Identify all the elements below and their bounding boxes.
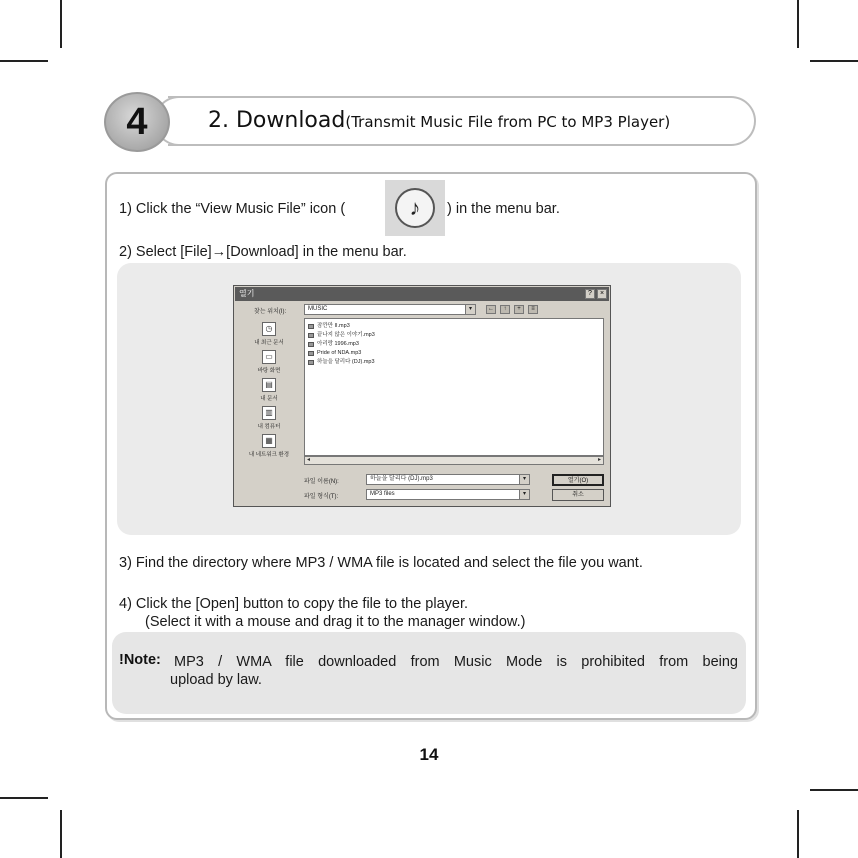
- crop-mark: [810, 789, 858, 791]
- step-1-suffix: ) in the menu bar.: [447, 201, 560, 217]
- note-label: !Note:: [119, 652, 161, 668]
- crop-mark: [797, 0, 799, 48]
- step-4: 4) Click the [Open] button to copy the file to the player.: [119, 596, 469, 612]
- place-network[interactable]: ▦ 내 네트워크 환경: [248, 436, 290, 458]
- dialog-title: 열기: [239, 289, 255, 298]
- close-button[interactable]: ×: [597, 289, 607, 299]
- filetype-select[interactable]: [366, 489, 530, 500]
- crop-mark: [797, 810, 799, 858]
- note-text: MP3 / WMA file downloaded from Music Mode is prohibited from being: [174, 654, 738, 670]
- place-recent[interactable]: ◷ 내 최근 문서: [254, 324, 284, 346]
- section-title: [208, 108, 670, 133]
- places-bar: [238, 318, 300, 468]
- look-in-select[interactable]: [304, 304, 476, 315]
- recent-documents-icon: ◷: [262, 322, 276, 336]
- chapter-badge: 4: [104, 92, 170, 152]
- look-in-label: 찾는 위치(I):: [254, 309, 287, 315]
- computer-icon: ▥: [262, 406, 276, 420]
- look-in-value: MUSIC: [308, 306, 328, 312]
- new-folder-icon[interactable]: +: [514, 305, 524, 314]
- crop-mark: [810, 60, 858, 62]
- crop-mark: [60, 0, 62, 48]
- title-main: 2. Download: [208, 108, 346, 133]
- help-button[interactable]: ?: [585, 289, 595, 299]
- note-text-continued: upload by law.: [170, 672, 262, 688]
- view-music-file-icon-box: [385, 180, 445, 236]
- file-item[interactable]: 잠깐만 II.mp3: [305, 322, 603, 331]
- scroll-left-icon[interactable]: ◂: [307, 457, 311, 463]
- step-3: 3) Find the directory where MP3 / WMA file is located and select the file you want.: [119, 555, 643, 571]
- up-folder-icon[interactable]: ↑: [500, 305, 510, 314]
- view-menu-icon[interactable]: ≡: [528, 305, 538, 314]
- filename-label: 파일 이름(N):: [304, 479, 339, 485]
- filename-input[interactable]: [366, 474, 530, 485]
- filetype-value: MP3 files: [370, 491, 395, 497]
- chevron-down-icon: ▾: [465, 305, 475, 314]
- crop-mark: [0, 797, 48, 799]
- open-button[interactable]: 열기(O): [552, 474, 604, 486]
- cancel-button[interactable]: 취소: [552, 489, 604, 501]
- file-item[interactable]: Pride of NDA.mp3: [305, 349, 603, 358]
- title-sub: (Transmit Music File from PC to MP3 Player): [345, 113, 671, 131]
- step-4-detail: (Select it with a mouse and drag it to the manager window.): [145, 614, 526, 630]
- back-icon[interactable]: ←: [488, 306, 494, 312]
- horizontal-scrollbar[interactable]: [304, 456, 604, 465]
- file-item[interactable]: 하늘을 달리다 (DJ).mp3: [305, 358, 603, 367]
- file-list: [304, 318, 604, 456]
- section-title-bar: [168, 96, 756, 146]
- file-item[interactable]: 아리랑 1996.mp3: [305, 340, 603, 349]
- music-note-icon: ♪: [395, 188, 435, 228]
- filename-value: 하늘을 달리다 (DJ).mp3: [370, 476, 433, 482]
- network-icon: ▦: [262, 434, 276, 448]
- file-item[interactable]: 끝나지 않은 이야기.mp3: [305, 331, 603, 340]
- dialog-titlebar: [235, 287, 609, 301]
- page-number: 14: [419, 745, 439, 764]
- scroll-right-icon[interactable]: ▸: [597, 457, 601, 463]
- chevron-down-icon: ▾: [519, 490, 529, 499]
- open-file-dialog: [233, 285, 611, 507]
- place-documents[interactable]: ▤ 내 문서: [260, 380, 278, 402]
- desktop-icon: ▭: [262, 350, 276, 364]
- crop-mark: [0, 60, 48, 62]
- documents-icon: ▤: [262, 378, 276, 392]
- place-desktop[interactable]: ▭ 바탕 화면: [257, 352, 281, 374]
- chevron-down-icon: ▾: [519, 475, 529, 484]
- step-2: 2) Select [File]→[Download] in the menu bar.: [119, 244, 407, 260]
- filetype-label: 파일 형식(T):: [304, 494, 339, 500]
- place-computer[interactable]: ▥ 내 컴퓨터: [257, 408, 281, 430]
- step-1-prefix: 1) Click the “View Music File” icon (: [119, 201, 346, 217]
- crop-mark: [60, 810, 62, 858]
